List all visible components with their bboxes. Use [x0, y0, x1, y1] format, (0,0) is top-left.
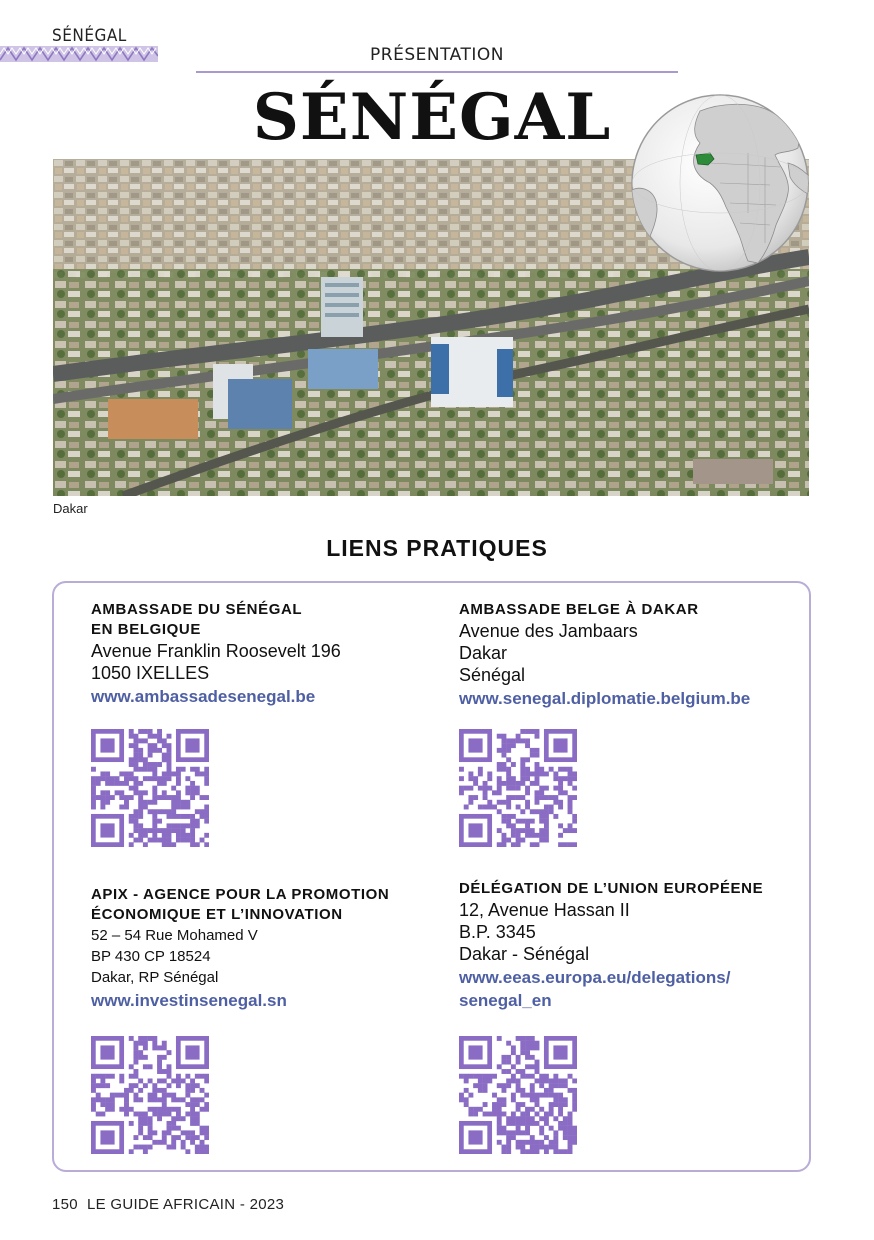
- contact-title: APIX - AGENCE POUR LA PROMOTION: [91, 886, 390, 903]
- contact-website-link[interactable]: www.senegal.diplomatie.belgium.be: [459, 689, 751, 708]
- contact-address-line: Avenue Franklin Roosevelt 196: [91, 641, 341, 661]
- contact-card-eu-delegation: [459, 879, 799, 1012]
- contact-website-link[interactable]: senegal_en: [459, 991, 552, 1010]
- contact-title: EN BELGIQUE: [91, 621, 201, 638]
- page-footer: [52, 1196, 293, 1213]
- photo-caption: Dakar: [53, 501, 88, 516]
- page-title: SÉNÉGAL: [252, 80, 612, 155]
- qr-code-icon: [91, 729, 209, 847]
- contact-website-link[interactable]: www.eeas.europa.eu/delegations/: [459, 968, 731, 987]
- globe-locator-map: [630, 93, 810, 273]
- contact-card-senegal-embassy: [91, 600, 431, 708]
- contact-card-belgian-embassy: [459, 600, 799, 710]
- contact-address-line: 52 – 54 Rue Mohamed V: [91, 927, 258, 944]
- contact-title: AMBASSADE BELGE À DAKAR: [459, 601, 699, 618]
- contact-title: ÉCONOMIQUE ET L’INNOVATION: [91, 906, 343, 923]
- contact-address-line: Dakar, RP Sénégal: [91, 969, 219, 986]
- publication-name: LE GUIDE AFRICAIN - 2023: [86, 1196, 285, 1213]
- contact-address-line: BP 430 CP 18524: [91, 948, 211, 965]
- section-divider: [196, 71, 678, 73]
- contact-website-link[interactable]: www.ambassadesenegal.be: [91, 687, 316, 706]
- contact-address-line: 1050 IXELLES: [91, 663, 210, 683]
- contact-address-line: B.P. 3345: [459, 922, 536, 942]
- page-number: 150: [52, 1196, 78, 1213]
- contact-website-link[interactable]: www.investinsenegal.sn: [91, 991, 287, 1010]
- contact-address-line: Dakar - Sénégal: [459, 944, 590, 964]
- qr-code-icon: [459, 729, 577, 847]
- country-tag: SÉNÉGAL: [52, 26, 127, 46]
- contact-title: AMBASSADE DU SÉNÉGAL: [91, 601, 303, 618]
- section-title: PRÉSENTATION: [370, 45, 504, 65]
- contact-address-line: Sénégal: [459, 665, 526, 685]
- contact-card-apix: [91, 885, 431, 1012]
- links-heading: LIENS PRATIQUES: [326, 535, 548, 561]
- contact-title: DÉLÉGATION DE L’UNION EUROPÉENE: [459, 880, 764, 897]
- contact-address-line: Dakar: [459, 643, 508, 663]
- tribal-pattern-band: [0, 46, 158, 62]
- contact-address-line: Avenue des Jambaars: [459, 621, 638, 641]
- qr-code-icon: [459, 1036, 577, 1154]
- qr-code-icon: [91, 1036, 209, 1154]
- contact-address-line: 12, Avenue Hassan II: [459, 900, 630, 920]
